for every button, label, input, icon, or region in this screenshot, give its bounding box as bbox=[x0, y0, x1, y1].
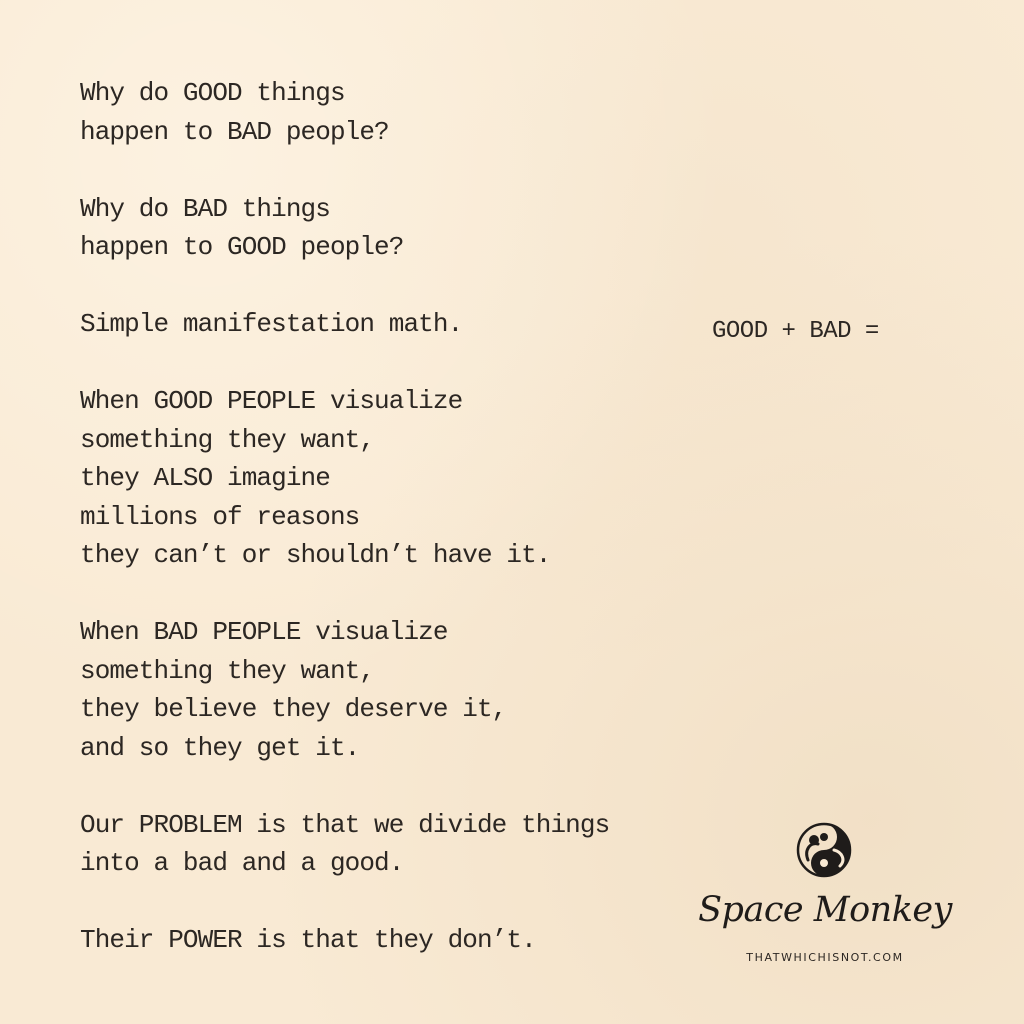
poem-line: Why do BAD things bbox=[80, 193, 330, 224]
poem-line: millions of reasons bbox=[80, 501, 360, 532]
poem-line: When GOOD PEOPLE visualize bbox=[80, 386, 463, 416]
stanza-2 bbox=[80, 190, 700, 267]
poem-line: into a bad and a good. bbox=[80, 848, 404, 878]
poem-line: they believe they deserve it, bbox=[80, 694, 507, 724]
monkey-yin-yang-icon bbox=[794, 820, 854, 880]
poem-line: Why do GOOD things bbox=[80, 78, 345, 108]
equation-text: GOOD + BAD = bbox=[712, 318, 879, 345]
poem bbox=[80, 74, 700, 998]
poem-line: they ALSO imagine bbox=[80, 463, 330, 493]
poem-line: something they want, bbox=[80, 424, 375, 455]
poem-line: and so they get it. bbox=[80, 732, 360, 763]
stanza-4 bbox=[80, 382, 700, 575]
poem-line: they can’t or shouldn’t have it. bbox=[80, 540, 551, 570]
stanza-3 bbox=[80, 305, 700, 344]
logo-url: THATWHICHISNOT.COM bbox=[746, 951, 904, 964]
poem-line: Our PROBLEM is that we divide things bbox=[80, 809, 610, 840]
poem-line: When BAD PEOPLE visualize bbox=[80, 617, 448, 647]
poem-line: something they want, bbox=[80, 655, 375, 686]
poem-line: happen to GOOD people? bbox=[80, 232, 404, 262]
poem-line: happen to BAD people? bbox=[80, 116, 389, 147]
space-monkey-logo bbox=[690, 816, 960, 976]
stanza-6 bbox=[80, 806, 700, 883]
stanza-7 bbox=[80, 921, 700, 960]
logo-name: Space Monkey bbox=[698, 890, 952, 930]
poem-line: Their POWER is that they don’t. bbox=[80, 925, 536, 955]
stanza-1 bbox=[80, 74, 700, 151]
poem-line: Simple manifestation math. bbox=[80, 309, 463, 339]
stanza-5 bbox=[80, 613, 700, 767]
